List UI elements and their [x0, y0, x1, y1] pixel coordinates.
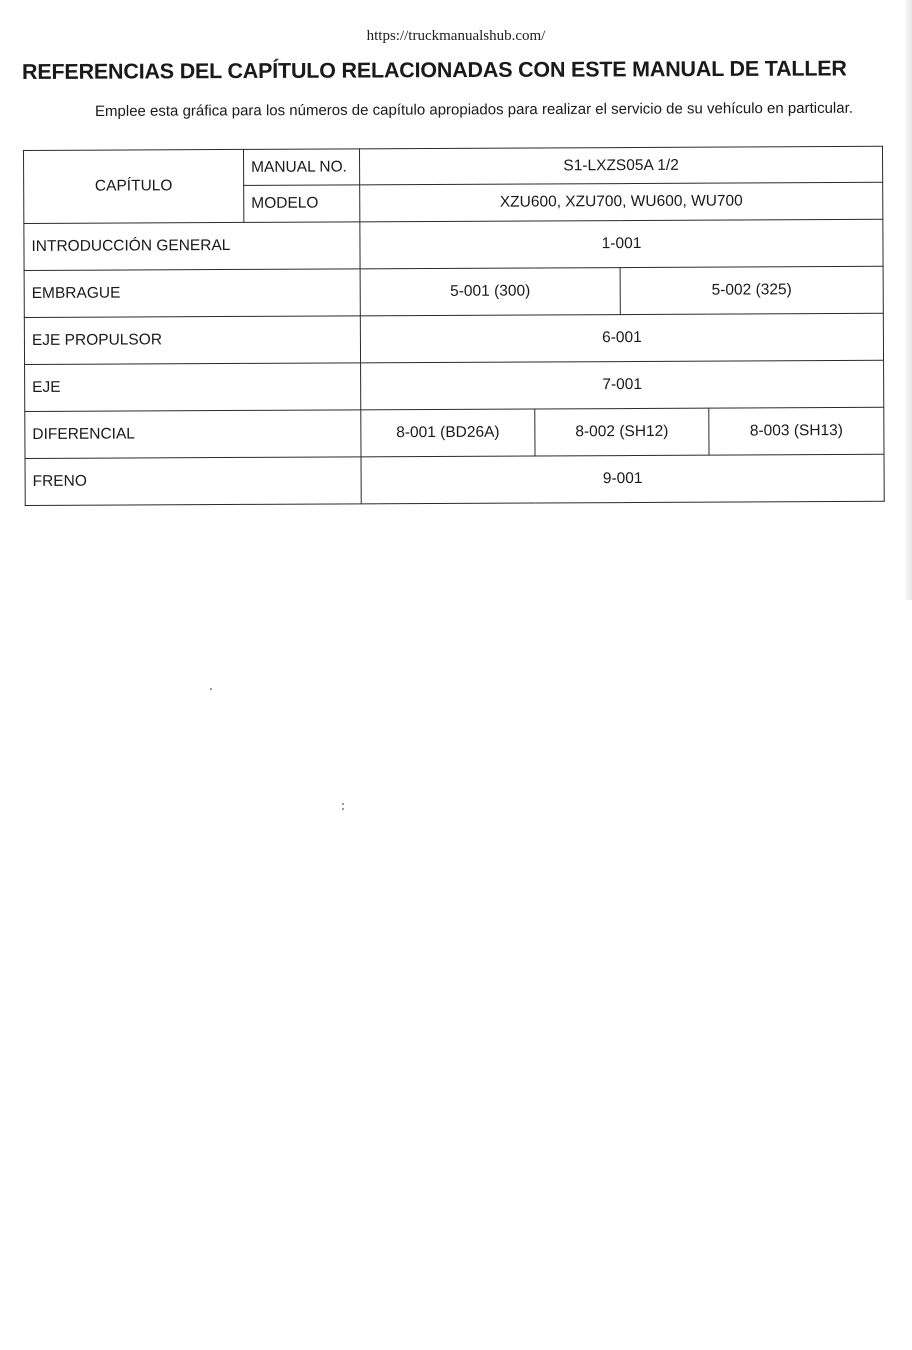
- chapter-number: 9-001: [361, 454, 884, 504]
- chapter-reference-table: [23, 146, 885, 506]
- table-row: [24, 313, 883, 364]
- chapter-reference-table-container: [23, 146, 884, 506]
- chapter-number: 8-001 (BD26A): [361, 409, 535, 457]
- chapter-header-cell: CAPÍTULO: [24, 149, 244, 223]
- chapter-name: FRENO: [25, 457, 361, 506]
- table-row: [24, 266, 883, 317]
- chapter-number: 1-001: [360, 219, 883, 269]
- scan-speck: [342, 803, 344, 805]
- chapter-number: 6-001: [360, 313, 883, 363]
- chapter-name: INTRODUCCIÓN GENERAL: [24, 222, 360, 271]
- chapter-number: 7-001: [361, 360, 884, 410]
- manual-no-value: S1-LXZS05A 1/2: [359, 146, 882, 185]
- scan-speck: [210, 688, 212, 690]
- manual-no-label: MANUAL NO.: [243, 149, 359, 186]
- chapter-number: 8-002 (SH12): [535, 408, 709, 456]
- model-label: MODELO: [244, 185, 360, 223]
- chapter-name: EJE: [25, 363, 361, 412]
- table-header-row-manual: [24, 146, 883, 186]
- chapter-name: EJE PROPULSOR: [24, 316, 360, 365]
- table-row: [24, 219, 883, 270]
- chapter-number: 5-002 (325): [620, 266, 883, 314]
- table-row: [25, 454, 884, 505]
- intro-paragraph: Emplee esta gráfica para los números de capítulo apropiados para realizar el servicio de su vehículo en particular.: [94, 99, 853, 120]
- table-row: [25, 407, 884, 458]
- chapter-number: 5-001 (300): [360, 268, 620, 316]
- model-value: XZU600, XZU700, WU600, WU700: [360, 182, 883, 222]
- table-row: [25, 360, 884, 411]
- source-url[interactable]: https://truckmanualshub.com/: [366, 28, 546, 44]
- chapter-name: DIFERENCIAL: [25, 410, 361, 459]
- scan-speck: [342, 808, 344, 810]
- chapter-name: EMBRAGUE: [24, 269, 360, 318]
- scan-edge-shadow: [904, 0, 912, 600]
- page-title: REFERENCIAS DEL CAPÍTULO RELACIONADAS CON ESTE MANUAL DE TALLER: [21, 56, 847, 84]
- chapter-number: 8-003 (SH13): [709, 407, 884, 455]
